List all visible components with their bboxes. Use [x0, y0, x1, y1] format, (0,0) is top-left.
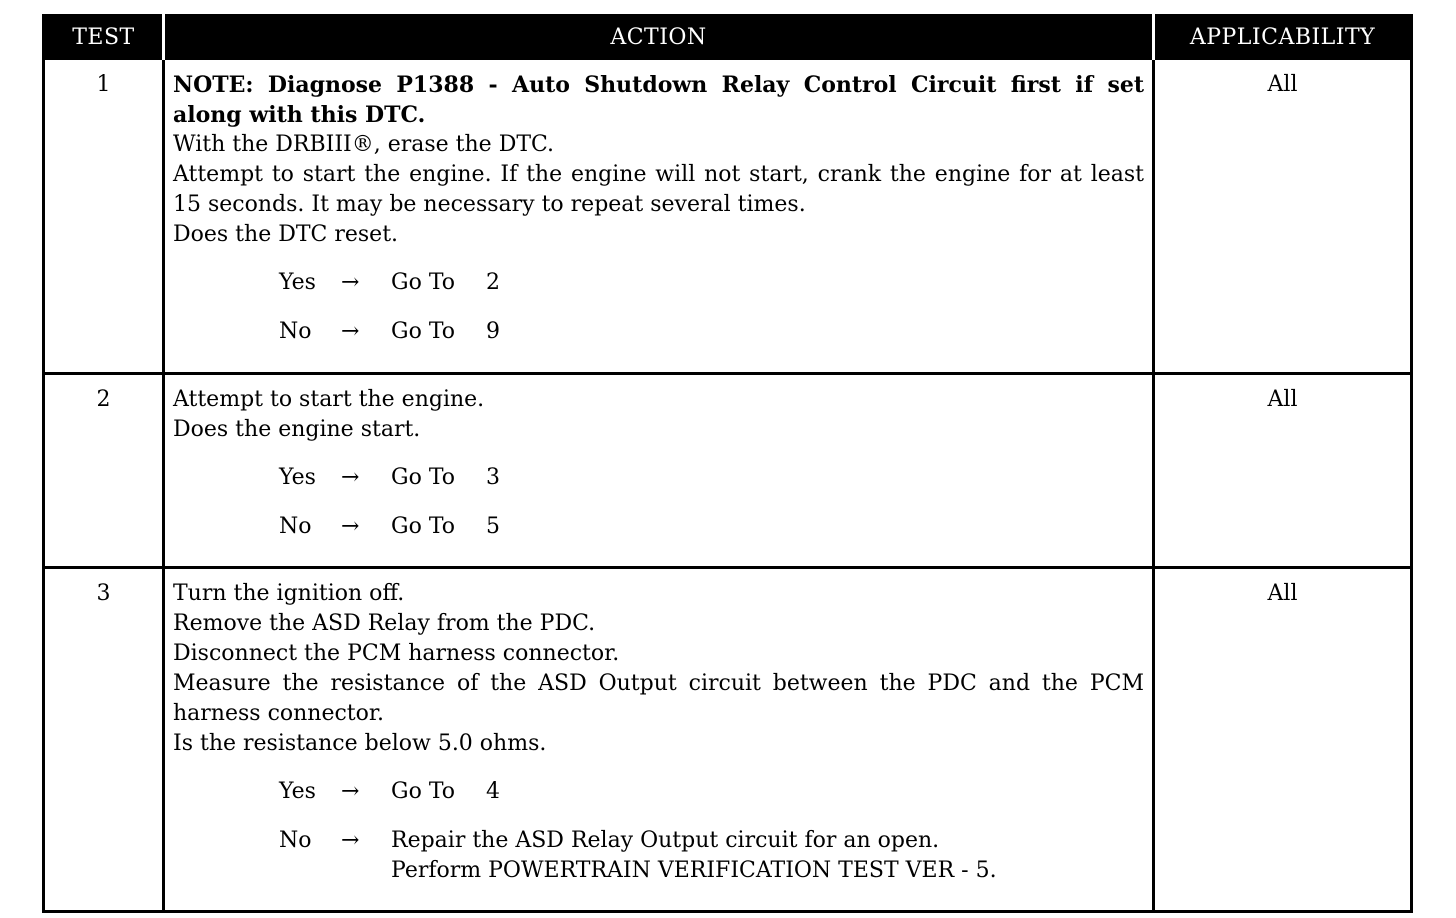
branch-result: [391, 826, 997, 886]
branch-list: [173, 463, 1144, 542]
applicability-value: All: [1154, 59, 1412, 374]
branch-answer: No: [279, 828, 312, 853]
action-cell: [164, 568, 1154, 912]
branch-yes: [279, 268, 1144, 298]
branch-no: [279, 826, 1144, 886]
branch-yes: [279, 463, 1144, 493]
action-line: Turn the ignition off.: [173, 581, 405, 606]
right-arrow-icon: →: [341, 465, 360, 490]
branch-yes: [279, 777, 1144, 807]
branch-no: [279, 512, 1144, 542]
action-line: Measure the resistance of the ASD Output circuit between the PDC and the PCM harness connector.: [173, 671, 1144, 726]
goto-label: Go To: [391, 465, 456, 490]
test-number: 3: [44, 568, 164, 912]
action-line: Does the DTC reset.: [173, 222, 399, 247]
applicability-value: All: [1154, 374, 1412, 568]
branch-answer: Yes: [279, 465, 316, 490]
goto-target: 4: [486, 779, 500, 804]
action-line: Does the engine start.: [173, 417, 421, 442]
goto-target: 5: [486, 514, 500, 539]
goto-target: 9: [486, 319, 500, 344]
right-arrow-icon: →: [341, 319, 360, 344]
header-test: TEST: [44, 16, 164, 59]
action-line: Disconnect the PCM harness connector.: [173, 641, 620, 666]
table-row: [44, 568, 1412, 912]
right-arrow-icon: →: [341, 828, 360, 853]
note-text: NOTE: Diagnose P1388 - Auto Shutdown Relay Control Circuit first if set along with this DTC.: [173, 72, 1144, 128]
header-applicability: APPLICABILITY: [1154, 16, 1412, 59]
result-line: Repair the ASD Relay Output circuit for an open.: [391, 828, 940, 853]
branch-answer: Yes: [279, 779, 316, 804]
action-line: Remove the ASD Relay from the PDC.: [173, 611, 596, 636]
table-row: [44, 59, 1412, 374]
right-arrow-icon: →: [341, 514, 360, 539]
branch-list: [173, 268, 1144, 347]
goto-target: 3: [486, 465, 500, 490]
goto-label: Go To: [391, 270, 456, 295]
applicability-value: All: [1154, 568, 1412, 912]
branch-list: [173, 777, 1144, 886]
goto-label: Go To: [391, 514, 456, 539]
action-line: Attempt to start the engine.: [173, 387, 485, 412]
goto-label: Go To: [391, 319, 456, 344]
header-row: [44, 16, 1412, 59]
test-number: 1: [44, 59, 164, 374]
right-arrow-icon: →: [341, 270, 360, 295]
result-line: Perform POWERTRAIN VERIFICATION TEST VER - 5.: [391, 858, 997, 883]
action-line: Attempt to start the engine. If the engine will not start, crank the engine for at least 15 seconds. It may be necessary to repeat several times.: [173, 162, 1144, 217]
branch-answer: Yes: [279, 270, 316, 295]
goto-target: 2: [486, 270, 500, 295]
branch-no: [279, 317, 1144, 347]
table-row: [44, 374, 1412, 568]
action-cell: [164, 59, 1154, 374]
action-cell: [164, 374, 1154, 568]
right-arrow-icon: →: [341, 779, 360, 804]
branch-answer: No: [279, 319, 312, 344]
goto-label: Go To: [391, 779, 456, 804]
diagnostic-test-table: [42, 14, 1413, 913]
action-line: With the DRBIII®, erase the DTC.: [173, 132, 555, 157]
test-number: 2: [44, 374, 164, 568]
header-action: ACTION: [164, 16, 1154, 59]
action-line: Is the resistance below 5.0 ohms.: [173, 731, 547, 756]
branch-answer: No: [279, 514, 312, 539]
